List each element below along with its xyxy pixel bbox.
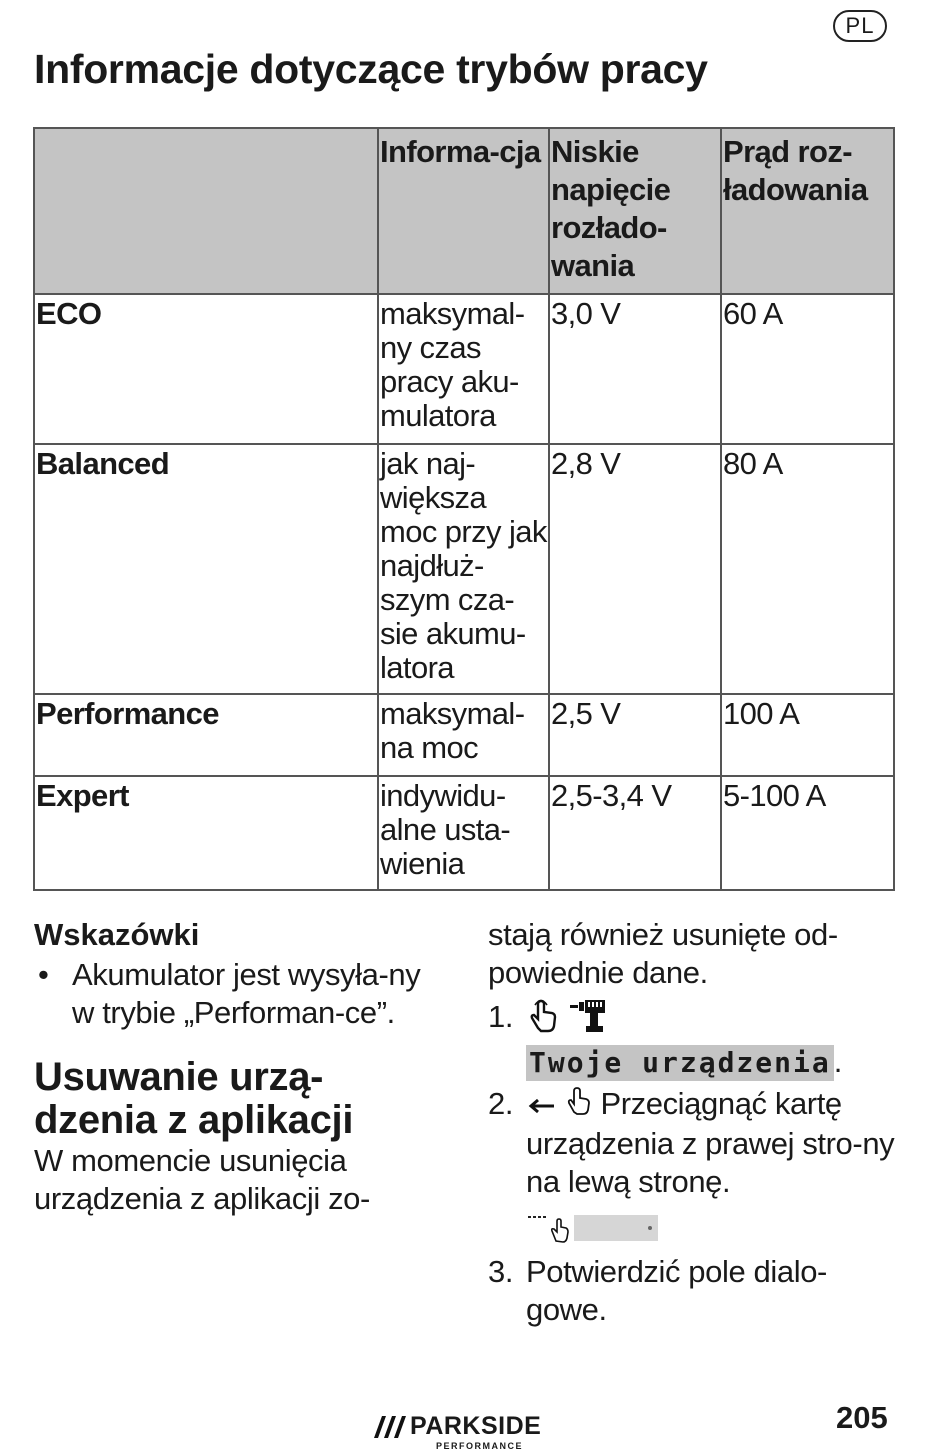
operating-modes-table [33, 127, 895, 891]
table-row [34, 294, 894, 444]
bullet-dot-icon: • [38, 957, 49, 992]
mode-current: 80 A [721, 444, 894, 694]
step-number: 1. [488, 999, 514, 1034]
mode-info: maksymal-na moc [378, 694, 549, 776]
mode-name: Balanced [34, 444, 378, 694]
remove-section-title: Usuwanie urzą-dzenia z aplikacji [34, 1055, 354, 1142]
left-column [34, 916, 444, 1218]
mode-voltage: 2,5 V [549, 694, 721, 776]
language-badge: PL [833, 10, 887, 42]
step-1-target [488, 1043, 898, 1081]
logo-stripes-icon [372, 1414, 406, 1440]
logo-brand-sub: PERFORMANCE [436, 1441, 524, 1451]
table-header-cell: Niskie napięcie rozłado-wania [549, 128, 721, 294]
tips-bullet [34, 956, 444, 1032]
page-title: Informacje dotyczące trybów pracy [34, 46, 708, 92]
mode-info: jak naj-większa moc przy jak najdłuż-szym cza-sie akumu-latora [378, 444, 549, 694]
logo-brand-name: PARKSIDE [410, 1412, 542, 1440]
step-number: 3. [488, 1254, 514, 1290]
swipe-illustration [526, 1211, 658, 1245]
mode-current: 60 A [721, 294, 894, 444]
brand-logo [372, 1410, 542, 1454]
table-row [34, 694, 894, 776]
remove-intro: W momencie usunięcia urządzenia z aplikacji zo- [34, 1143, 370, 1216]
mode-name: Performance [34, 694, 378, 776]
remove-intro-continued: stają również usunięte od-powiednie dane. [488, 917, 838, 990]
table-header-cell [34, 128, 378, 294]
step-2 [488, 1085, 898, 1201]
mode-name: Expert [34, 776, 378, 890]
step-1-suffix: . [833, 1044, 842, 1079]
tips-heading: Wskazówki [34, 917, 200, 952]
mode-voltage: 2,8 V [549, 444, 721, 694]
mode-current: 100 A [721, 694, 894, 776]
table-header-cell: Informa-cja [378, 128, 549, 294]
tips-bullet-text: Akumulator jest wysyła-ny w trybie „Performan-ce”. [72, 957, 421, 1030]
mode-info: maksymal-ny czas pracy aku-mulatora [378, 294, 549, 444]
swipe-hand-icon [564, 1086, 592, 1125]
step-1 [488, 998, 898, 1043]
tap-hand-icon [526, 998, 560, 1043]
right-column [488, 916, 898, 1329]
mode-voltage: 2,5-3,4 V [549, 776, 721, 890]
table-header-cell: Prąd roz-ładowania [721, 128, 894, 294]
mode-info: indywidu-alne usta-wienia [378, 776, 549, 890]
step-number: 2. [488, 1086, 514, 1121]
table-row [34, 444, 894, 694]
my-devices-chip: Twoje urządzenia [526, 1045, 834, 1081]
step-3-text: Potwierdzić pole dialo-gowe. [526, 1254, 827, 1328]
arrow-left-icon [526, 1087, 556, 1125]
page-number: 205 [836, 1400, 888, 1435]
step-2-text: Przeciągnąć kartę urządzenia z prawej stro-ny na lewą stronę. [526, 1086, 895, 1200]
mode-voltage: 3,0 V [549, 294, 721, 444]
mode-name: ECO [34, 294, 378, 444]
step-3 [488, 1253, 898, 1329]
table-header-row [34, 128, 894, 294]
drill-icon [568, 998, 612, 1043]
mode-current: 5-100 A [721, 776, 894, 890]
table-row [34, 776, 894, 890]
